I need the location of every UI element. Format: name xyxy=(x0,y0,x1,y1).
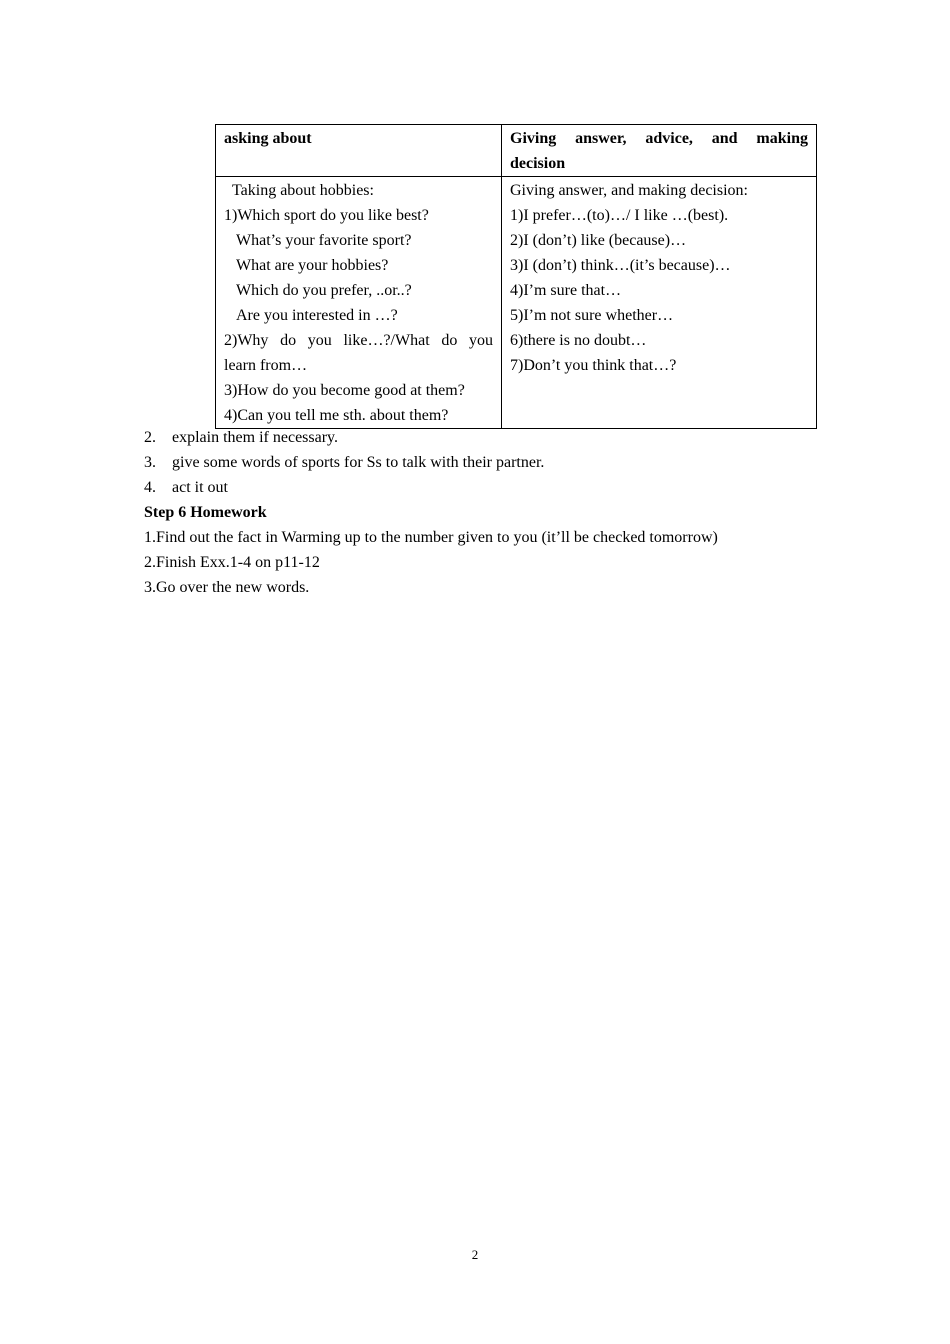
left-line: Are you interested in …? xyxy=(236,307,398,324)
right-line: 5)I’m not sure whether… xyxy=(510,307,674,324)
numbered-step xyxy=(144,425,824,450)
right-line: 7)Don’t you think that…? xyxy=(510,357,677,374)
numbered-step xyxy=(144,475,824,500)
table-body-row xyxy=(216,177,817,429)
right-line: 2)I (don’t) like (because)… xyxy=(510,232,687,249)
numbered-step xyxy=(144,450,824,475)
step-number: 3. xyxy=(144,454,156,471)
page-number: 2 xyxy=(471,1247,479,1262)
homework-item: 2.Finish Exx.1-4 on p11-12 xyxy=(144,554,320,571)
left-column-cell xyxy=(216,177,502,429)
left-line: Taking about hobbies: xyxy=(232,182,374,199)
header-asking-about xyxy=(216,125,502,177)
left-line: 4)Can you tell me sth. about them? xyxy=(224,407,449,424)
header-right-line2: decision xyxy=(510,155,566,172)
step-text: explain them if necessary. xyxy=(172,429,339,446)
left-line: learn from… xyxy=(224,357,308,374)
table-header-row xyxy=(216,125,817,177)
right-line: 4)I’m sure that… xyxy=(510,282,622,299)
step-text: give some words of sports for Ss to talk with their partner. xyxy=(172,454,545,471)
header-giving-answer xyxy=(502,125,817,177)
homework-item: 1.Find out the fact in Warming up to the number given to you (it’ll be checked tomorrow) xyxy=(144,529,718,546)
left-line: 2)Why do you like…?/What do you xyxy=(224,332,493,349)
step-number: 4. xyxy=(144,479,156,496)
header-right-line1: Giving answer, advice, and making xyxy=(510,130,808,147)
right-line: Giving answer, and making decision: xyxy=(510,182,748,199)
left-line: 3)How do you become good at them? xyxy=(224,382,465,399)
right-column-cell xyxy=(502,177,817,429)
left-line: 1)Which sport do you like best? xyxy=(224,207,429,224)
right-line: 3)I (don’t) think…(it’s because)… xyxy=(510,257,731,274)
homework-item: 3.Go over the new words. xyxy=(144,579,310,596)
step-number: 2. xyxy=(144,429,156,446)
after-table-content xyxy=(144,425,824,600)
homework-heading: Step 6 Homework xyxy=(144,504,267,521)
right-line: 1)I prefer…(to)…/ I like …(best). xyxy=(510,207,729,224)
dialogue-table xyxy=(215,124,817,429)
left-line: What’s your favorite sport? xyxy=(236,232,412,249)
left-line: What are your hobbies? xyxy=(236,257,389,274)
header-left-label: asking about xyxy=(224,130,312,147)
left-line: Which do you prefer, ..or..? xyxy=(236,282,412,299)
right-line: 6)there is no doubt… xyxy=(510,332,647,349)
step-text: act it out xyxy=(172,479,228,496)
